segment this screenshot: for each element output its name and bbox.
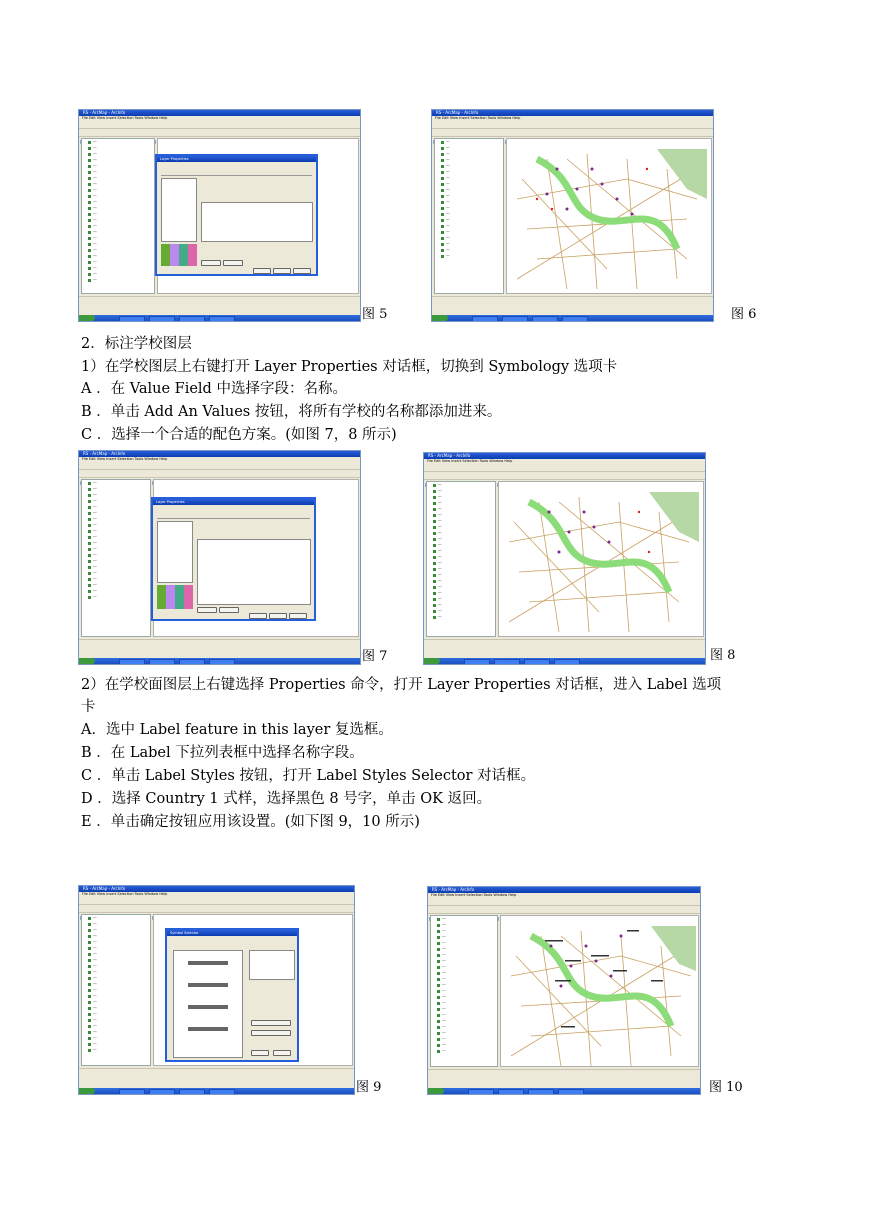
apply-button[interactable] — [289, 613, 307, 619]
add-all-values-button[interactable] — [197, 607, 217, 613]
toolbar-standard[interactable] — [428, 906, 700, 914]
figure-10 — [427, 886, 757, 1096]
step2-title-line2: 卡 — [81, 699, 96, 715]
figure-caption: 图 9 — [356, 1080, 382, 1095]
map-view[interactable] — [506, 138, 712, 294]
style-sample[interactable] — [188, 983, 228, 987]
properties-button[interactable] — [251, 1020, 291, 1026]
window-titlebar: RS - ArcMap - ArcInfo — [79, 451, 360, 457]
step1-a: A ．在 Value Field 中选择字段：名称。 — [81, 381, 347, 397]
symbol-preview — [161, 244, 197, 266]
categories-list[interactable] — [157, 521, 193, 583]
arcmap-screenshot — [431, 109, 714, 322]
figure-9 — [78, 885, 388, 1096]
step2-e: E ．单击确定按钮应用该设置。(如下图 9，10 所示) — [81, 814, 420, 830]
apply-button[interactable] — [293, 268, 311, 274]
arcmap-screenshot — [78, 450, 361, 665]
add-values-button[interactable] — [223, 260, 243, 266]
toolbar[interactable] — [424, 464, 705, 472]
table-of-contents[interactable]: ── ── ── ── ── ── ── ── ── ── ── ── ── ── ── ── ── ── ── ── ── ── ── — [81, 914, 151, 1066]
figure-caption: 图 6 — [731, 307, 757, 322]
table-of-contents[interactable]: ── ── ── ── ── ── ── ── ── ── ── ── ── ── ── ── ── ── ── ── — [81, 479, 151, 637]
window-titlebar: RS - ArcMap - ArcInfo — [432, 110, 713, 116]
table-of-contents[interactable]: ── ── ── ── ── ── ── ── ── ── ── ── ── ── ── ── ── ── ── ── ── ── ── ── — [81, 138, 155, 294]
figure-caption: 图 8 — [710, 648, 736, 663]
arcmap-screenshot — [427, 886, 701, 1095]
figure-7 — [78, 450, 392, 666]
city-map — [507, 139, 712, 294]
toolbar-standard[interactable] — [424, 472, 705, 480]
figure-caption: 图 10 — [709, 1080, 743, 1095]
window-titlebar: RS - ArcMap - ArcInfo — [424, 453, 705, 459]
status-bar — [79, 304, 360, 309]
style-sample[interactable] — [188, 1027, 228, 1031]
step2-c: C ．单击 Label Styles 按钮，打开 Label Styles Selector 对话框。 — [81, 768, 536, 784]
toolbar-standard[interactable] — [79, 129, 360, 137]
status-bar — [428, 1077, 700, 1082]
cancel-button[interactable] — [273, 1050, 291, 1056]
style-sample[interactable] — [188, 961, 228, 965]
ok-button[interactable] — [249, 613, 267, 619]
ok-button[interactable] — [253, 268, 271, 274]
step1-title: 1）在学校图层上右键打开 Layer Properties 对话框，切换到 Symbology 选项卡 — [81, 359, 618, 375]
toolbar-standard[interactable] — [79, 470, 360, 478]
drawing-toolbar[interactable] — [79, 639, 360, 647]
cancel-button[interactable] — [269, 613, 287, 619]
window-titlebar: RS - ArcMap - ArcInfo — [79, 886, 354, 892]
step1-b: B ．单击 Add An Values 按钮，将所有学校的名称都添加进来。 — [81, 404, 502, 420]
window-titlebar: RS - ArcMap - ArcInfo — [428, 887, 700, 893]
step2-b: B ．在 Label 下拉列表框中选择名称字段。 — [81, 745, 364, 761]
windows-taskbar[interactable] — [428, 1088, 700, 1094]
drawing-toolbar[interactable] — [432, 296, 713, 304]
figure-6 — [431, 109, 761, 322]
table-of-contents[interactable]: ── ── ── ── ── ── ── ── ── ── ── ── ── ── ── ── ── ── ── ── — [434, 138, 504, 294]
drawing-toolbar[interactable] — [428, 1069, 700, 1077]
dialog-tabs[interactable] — [161, 165, 312, 176]
window-titlebar: RS - ArcMap - ArcInfo — [79, 110, 360, 116]
preview-pane — [249, 950, 295, 980]
windows-taskbar[interactable] — [79, 658, 360, 664]
cancel-button[interactable] — [273, 268, 291, 274]
windows-taskbar[interactable] — [79, 315, 360, 321]
more-symbols-button[interactable] — [251, 1030, 291, 1036]
arcmap-screenshot — [423, 452, 706, 665]
toolbar-standard[interactable] — [432, 129, 713, 137]
layer-properties-dialog[interactable]: Layer Properties — [151, 497, 316, 621]
menu-bar[interactable]: File Edit View Insert Selection Tools Window Help — [79, 892, 354, 897]
categories-list[interactable] — [161, 178, 197, 242]
style-sample[interactable] — [188, 1005, 228, 1009]
figure-8 — [423, 452, 753, 666]
dialog-tabs[interactable] — [157, 508, 310, 519]
status-bar — [424, 647, 705, 652]
status-bar — [79, 1076, 354, 1081]
table-of-contents[interactable]: ── ── ── ── ── ── ── ── ── ── ── ── ── ── ── ── ── ── ── ── ── ── ── — [426, 481, 496, 637]
toolbar[interactable] — [79, 462, 360, 470]
toolbar-standard[interactable] — [79, 905, 354, 913]
menu-bar[interactable]: File Edit View Insert Selection Tools Window Help — [79, 116, 360, 121]
step2-title-line1: 2）在学校面图层上右键选择 Properties 命令，打开 Layer Properties 对话框，进入 Label 选项 — [81, 677, 722, 693]
menu-bar[interactable]: File Edit View Insert Selection Tools Window Help — [432, 116, 713, 121]
menu-bar[interactable]: File Edit View Insert Selection Tools Window Help — [424, 459, 705, 464]
arcmap-screenshot — [78, 885, 355, 1095]
figure-5 — [78, 109, 388, 322]
drawing-toolbar[interactable] — [79, 296, 360, 304]
status-bar — [432, 304, 713, 309]
windows-taskbar[interactable] — [424, 658, 705, 664]
values-table[interactable] — [197, 539, 311, 605]
drawing-toolbar[interactable] — [424, 639, 705, 647]
menu-bar[interactable]: File Edit View Insert Selection Tools Window Help — [79, 457, 360, 462]
map-view[interactable] — [500, 915, 699, 1067]
toolbar[interactable] — [428, 898, 700, 906]
step2-a: A．选中 Label feature in this layer 复选框。 — [81, 722, 393, 738]
layer-properties-dialog[interactable]: Layer Properties — [155, 154, 318, 276]
symbol-selector-dialog[interactable]: Symbol Selector — [165, 928, 299, 1062]
ok-button[interactable] — [251, 1050, 269, 1056]
step1-c: C ．选择一个合适的配色方案。(如图 7，8 所示) — [81, 427, 397, 443]
drawing-toolbar[interactable] — [79, 1068, 354, 1076]
toolbar[interactable] — [79, 121, 360, 129]
windows-taskbar[interactable] — [79, 1088, 354, 1094]
menu-bar[interactable]: File Edit View Insert Selection Tools Window Help — [428, 893, 700, 898]
toolbar[interactable] — [432, 121, 713, 129]
toolbar[interactable] — [79, 897, 354, 905]
values-table[interactable] — [201, 202, 313, 242]
section-heading: 2．标注学校图层 — [81, 336, 192, 352]
arcmap-screenshot — [78, 109, 361, 322]
step2-d: D ．选择 Country 1 式样，选择黑色 8 号字，单击 OK 返回。 — [81, 791, 492, 807]
add-values-button[interactable] — [219, 607, 239, 613]
windows-taskbar[interactable] — [432, 315, 713, 321]
map-view[interactable] — [498, 481, 704, 637]
city-map — [499, 482, 704, 637]
style-list[interactable] — [173, 950, 243, 1058]
figure-caption: 图 7 — [362, 649, 388, 664]
symbol-preview — [157, 585, 193, 609]
figure-caption: 图 5 — [362, 307, 388, 322]
status-bar — [79, 647, 360, 652]
city-map — [501, 916, 699, 1067]
table-of-contents[interactable]: ── ── ── ── ── ── ── ── ── ── ── ── ── ── ── ── ── ── ── ── ── ── ── — [430, 915, 498, 1067]
add-all-values-button[interactable] — [201, 260, 221, 266]
